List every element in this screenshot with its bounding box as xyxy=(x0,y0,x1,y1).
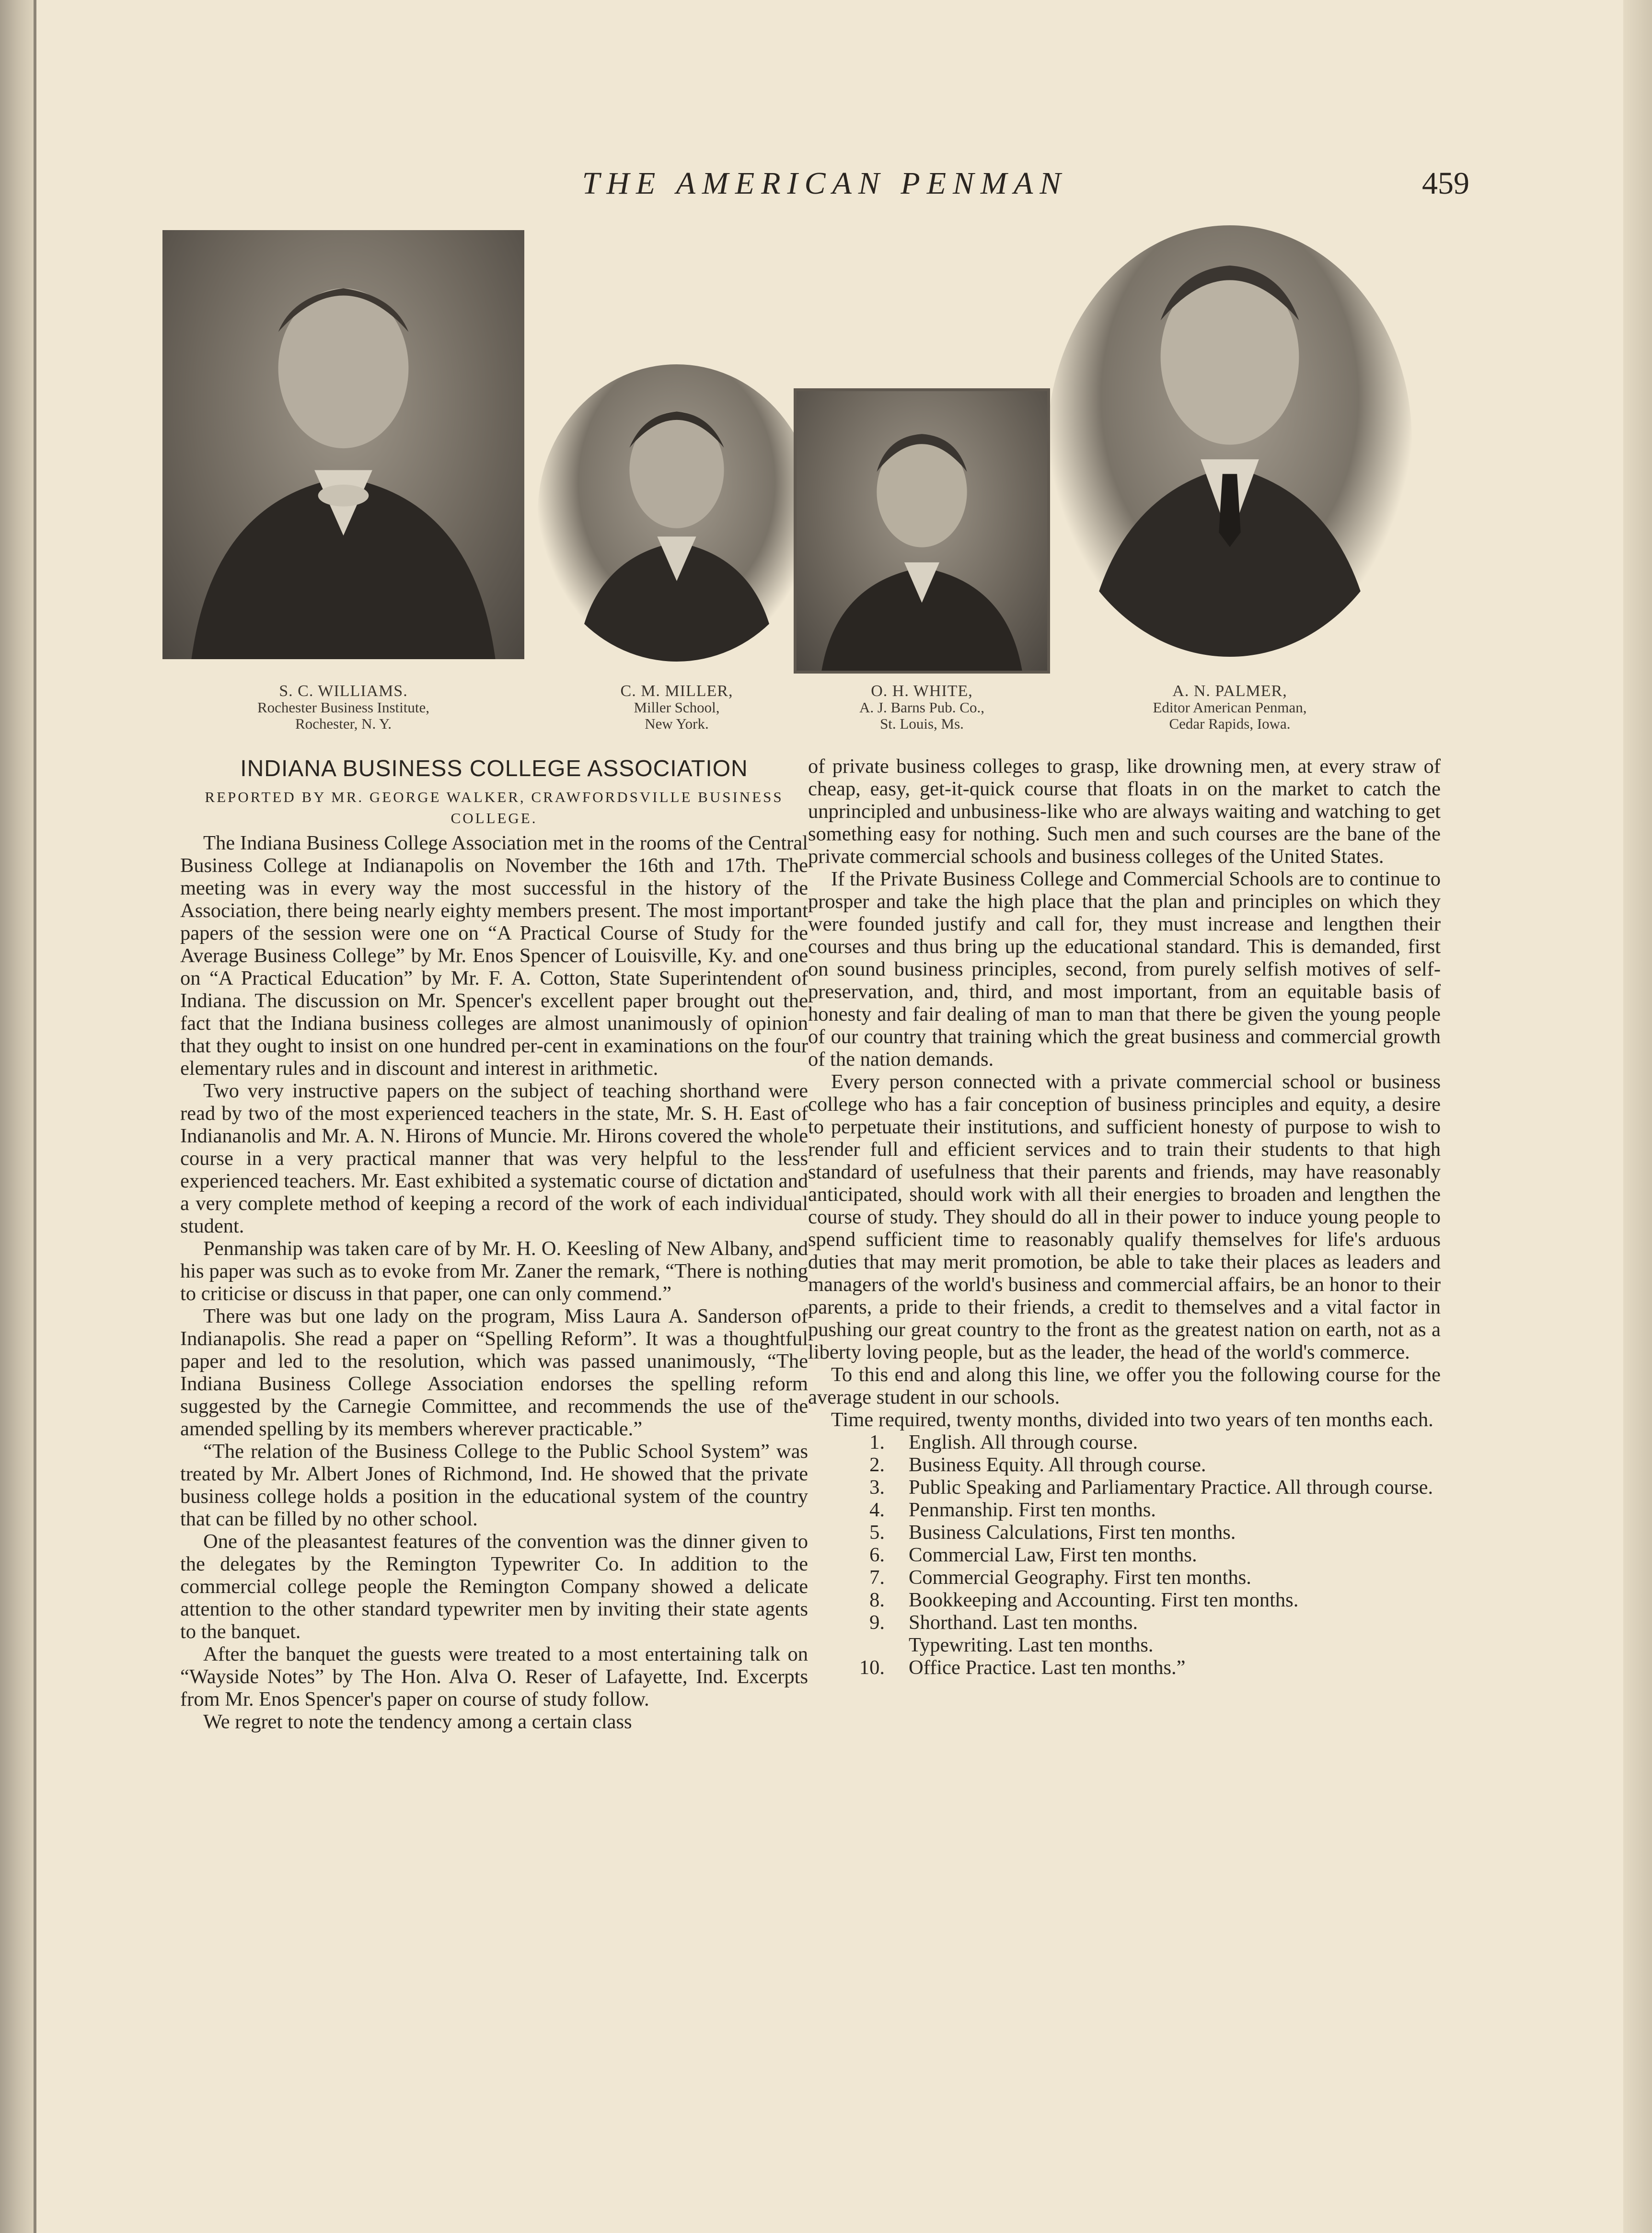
article-paragraph: One of the pleasantest features of the convention was the dinner given to the delegates by the Remington Typewriter Co. In addition to the commercial college people the Remington Company showed a delicate attention to the other standard typewriter men by inviting their state agents to the banquet. xyxy=(180,1530,808,1643)
list-item-text: Bookkeeping and Accounting. First ten months. xyxy=(909,1589,1299,1611)
portrait-figure xyxy=(797,391,1047,671)
list-item xyxy=(808,1566,1441,1589)
running-title: THE AMERICAN PENMAN xyxy=(582,166,1068,201)
portrait-photo-palmer xyxy=(1048,225,1412,657)
article-column-left xyxy=(180,757,808,1733)
list-item-text: Business Calculations, First ten months. xyxy=(909,1521,1236,1544)
list-item-number: 3. xyxy=(869,1476,885,1499)
article-paragraph: If the Private Business College and Commercial Schools are to continue to prosper and take the high place that the plan and principles on which they were founded justify and call for, they must increase and lengthen their courses and thus bring up the educational standard. This is demanded, first on sound business principles, second, from purely selfish motives of self-preservation, and, third, and most important, from an equitable basis of honesty and fair dealing of man to man that there be given the young people of our country that training which the great business and commercial growth of the nation demands. xyxy=(808,868,1441,1070)
portrait-name: O. H. WHITE, xyxy=(871,682,973,700)
article-paragraph: To this end and along this line, we offer you the following course for the average student in our schools. xyxy=(808,1363,1441,1408)
article-paragraph: After the banquet the guests were treated to a most entertaining talk on “Wayside Notes” by The Hon. Alva O. Reser of Lafayette, Ind. Excerpts from Mr. Enos Spencer's paper on course of study follow. xyxy=(180,1643,808,1710)
page-number: 459 xyxy=(1422,166,1469,201)
portrait-photo-williams xyxy=(162,230,524,659)
list-item-number: 9. xyxy=(869,1611,885,1634)
article-paragraph: The Indiana Business College Association met in the rooms of the Central Business College at Indianapolis on November the 16th and 17th. The meeting was in every way the most successful in the history of the Association, there being nearly eighty members present. The most important papers of the session were one on “A Practical Course of Study for the Average Business College” by Mr. Enos Spencer of Louisville, Ky. and one on “A Practical Education” by Mr. F. A. Cotton, State Superintendent of Indiana. The discussion on Mr. Spencer's excellent paper brought out the fact that the Indiana business colleges are almost unanimously of opinion that they ought to insist on one hundred per-cent in examinations on the four elementary rules and in discount and interest in arithmetic. xyxy=(180,832,808,1080)
book-gutter xyxy=(0,0,34,2233)
list-item-number: 6. xyxy=(869,1544,885,1566)
list-item-number: 10. xyxy=(859,1656,885,1679)
portrait-location: New York. xyxy=(645,715,709,732)
list-item xyxy=(808,1499,1441,1521)
course-list xyxy=(808,1431,1441,1679)
portrait-figure xyxy=(538,364,816,662)
list-item xyxy=(808,1476,1441,1499)
portrait-name: A. N. PALMER, xyxy=(1172,682,1287,700)
article-column-right xyxy=(808,755,1441,1679)
list-item-text: English. All through course. xyxy=(909,1431,1138,1454)
magazine-page xyxy=(36,0,1623,2233)
list-item xyxy=(808,1611,1441,1634)
portrait-photo-white xyxy=(794,388,1050,674)
portrait-photo-miller xyxy=(538,364,816,662)
portrait-location: Rochester, N. Y. xyxy=(295,715,392,732)
portrait-affiliation: Editor American Penman, xyxy=(1153,699,1307,716)
portrait-affiliation: Rochester Business Institute, xyxy=(257,699,430,716)
list-item xyxy=(808,1589,1441,1611)
list-item-text: Public Speaking and Parliamentary Practice. All through course. xyxy=(909,1476,1433,1499)
article-paragraph: “The relation of the Business College to the Public School System” was treated by Mr. Albert Jones of Richmond, Ind. He showed that the private business college holds a position in the educational system of the country that can be filled by no other school. xyxy=(180,1440,808,1530)
list-item-text: Penmanship. First ten months. xyxy=(909,1499,1156,1521)
portrait-caption-palmer xyxy=(1086,683,1374,732)
portrait-caption-white xyxy=(794,683,1050,732)
list-item xyxy=(808,1544,1441,1566)
article-byline: REPORTED BY MR. GEORGE WALKER, CRAWFORDSVILLE BUSINESS COLLEGE. xyxy=(205,789,784,826)
portrait-caption-miller xyxy=(538,683,816,732)
portrait-figure xyxy=(162,230,524,659)
article-paragraph: Every person connected with a private commercial school or business college who has a fair conception of business principles and equity, a desire to perpetuate their institutions, and sufficient honesty of purpose to wish to render full and efficient services and to train their students to that high standard of usefulness that their parents and friends, may have reasonably anticipated, should work with all their energies to broaden and lengthen the course of study. They should do all in their power to induce young people to spend sufficient time to reasonably qualify themselves for life's arduous duties that may merit promotion, be able to take their places as leaders and managers of the world's business and commercial affairs, be an honor to their parents, a pride to their friends, a credit to themselves and a vital factor in pushing our great country to the front as the greatest nation on earth, not as a liberty loving people, but as the leader, the head of the world's commerce. xyxy=(808,1070,1441,1363)
portrait-figure xyxy=(1048,225,1412,657)
list-item-text: Commercial Geography. First ten months. xyxy=(909,1566,1251,1589)
page-edge xyxy=(1623,0,1652,2233)
list-item-number: 4. xyxy=(869,1499,885,1521)
list-item xyxy=(808,1634,1441,1656)
list-item xyxy=(808,1521,1441,1544)
list-item-number: 2. xyxy=(869,1454,885,1476)
list-item xyxy=(808,1656,1441,1679)
article-headline: INDIANA BUSINESS COLLEGE ASSOCIATION xyxy=(240,756,748,781)
portrait-affiliation: Miller School, xyxy=(634,699,720,716)
list-item-number: 8. xyxy=(869,1589,885,1611)
list-item-text: Commercial Law, First ten months. xyxy=(909,1544,1197,1566)
list-item-number: 7. xyxy=(869,1566,885,1589)
list-item-number: 5. xyxy=(869,1521,885,1544)
article-paragraph: There was but one lady on the program, Miss Laura A. Sanderson of Indianapolis. She read a paper on “Spelling Reform”. It was a thoughtful paper and led to the resolution, which was passed unanimously, “The Indiana Business College Association endorses the spelling reform suggested by the Carnegie Committee, and recommends the use of the amended spelling by its members wherever practicable.” xyxy=(180,1305,808,1440)
article-paragraph: Time required, twenty months, divided into two years of ten months each. xyxy=(831,1408,1433,1431)
list-item xyxy=(808,1454,1441,1476)
list-item-text: Business Equity. All through course. xyxy=(909,1454,1206,1476)
list-item-text: Shorthand. Last ten months. xyxy=(909,1611,1138,1634)
list-item xyxy=(808,1431,1441,1454)
article-paragraph: We regret to note the tendency among a certain class xyxy=(203,1710,632,1733)
article-paragraph: Penmanship was taken care of by Mr. H. O. Keesling of New Albany, and his paper was such as to evoke from Mr. Zaner the remark, “There is nothing to criticise or discuss in that paper, one can only commend.” xyxy=(180,1237,808,1305)
list-item-number: 1. xyxy=(869,1431,885,1454)
portrait-name: S. C. WILLIAMS. xyxy=(279,682,408,700)
article-paragraph: Two very instructive papers on the subject of teaching shorthand were read by two of the most experienced teachers in the state, Mr. S. H. East of Indiananolis and Mr. A. N. Hirons of Muncie. Mr. Hirons covered the whole course in a very practical manner that was very helpful to the less experienced teachers. Mr. East exhibited a systematic course of dictation and a very complete method of keeping a record of the work of each individual student. xyxy=(180,1080,808,1237)
list-item-text: Typewriting. Last ten months. xyxy=(909,1634,1154,1656)
list-item-text: Office Practice. Last ten months.” xyxy=(909,1656,1186,1679)
portrait-name: C. M. MILLER, xyxy=(620,682,733,700)
article-paragraph: of private business colleges to grasp, like drowning men, at every straw of cheap, easy, get-it-quick course that floats in on the market to catch the unprincipled and unbusiness-like who are always waiting and watching to get something easy for nothing. Such men and such courses are the bane of the private commercial schools and business colleges of the United States. xyxy=(808,755,1441,868)
portrait-affiliation: A. J. Barns Pub. Co., xyxy=(859,699,984,716)
portrait-caption-williams xyxy=(162,683,524,732)
portrait-location: Cedar Rapids, Iowa. xyxy=(1169,715,1291,732)
portrait-location: St. Louis, Ms. xyxy=(880,715,964,732)
